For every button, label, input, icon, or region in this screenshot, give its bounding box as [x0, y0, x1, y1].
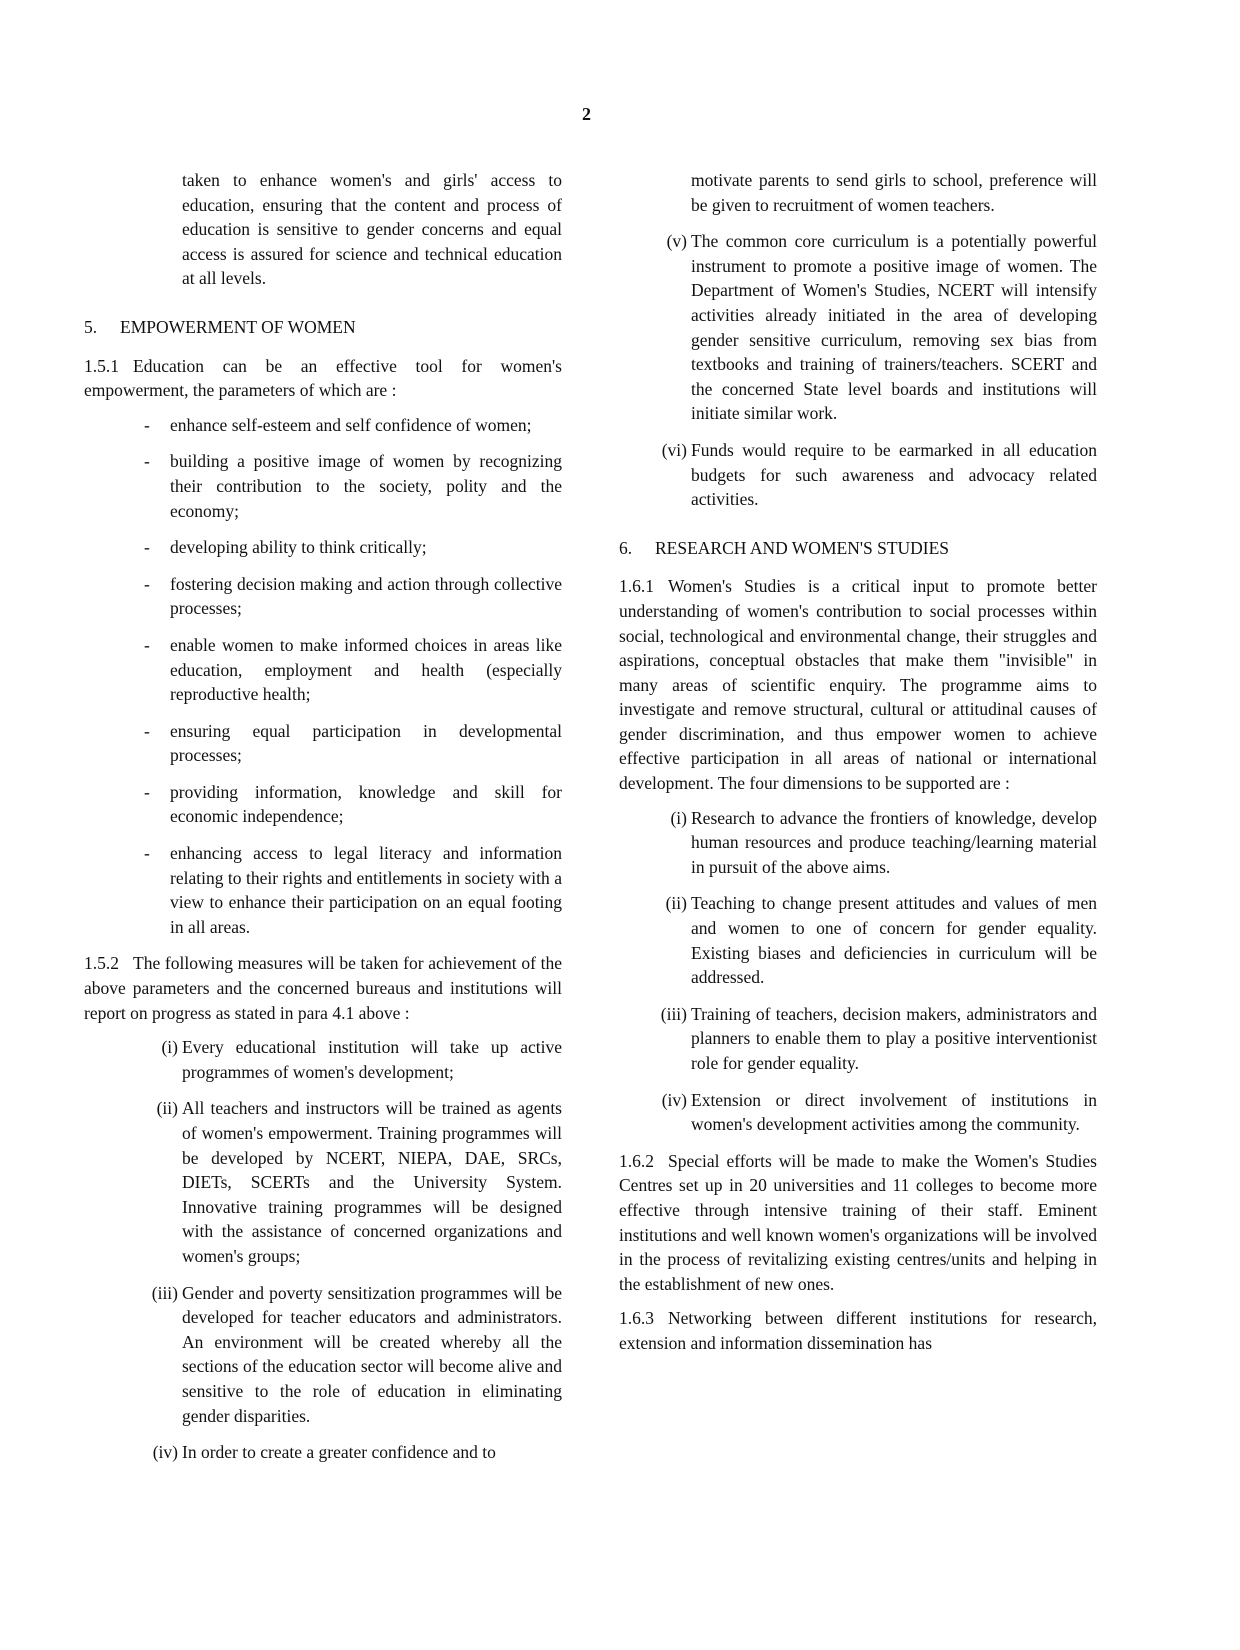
list-item-text: In order to create a greater confidence and to: [182, 1442, 496, 1463]
list-item: [619, 806, 1097, 880]
list-item-text: enable women to make informed choices in areas like education, employment and health (especially reproductive health;: [170, 634, 562, 705]
section-title: RESEARCH AND WOMEN'S STUDIES: [655, 537, 950, 558]
list-item: [84, 1440, 562, 1465]
paragraph-1-6-2: [619, 1149, 1097, 1297]
list-item: - enable women to make informed choices in areas like education, employment and health (especially reproductive health;: [144, 634, 562, 705]
list-item-text: Training of teachers, decision makers, administrators and planners to enable them to play a positive interventionist role for gender equality.: [691, 1003, 1097, 1073]
list-item-text: enhancing access to legal literacy and information relating to their rights and entitlements in society with a view to enhance their participation on an equal footing in all areas.: [170, 843, 562, 937]
list-item-text: Research to advance the frontiers of knowledge, develop human resources and produce teaching/learning material in pursuit of the above aims.: [691, 807, 1097, 877]
list-item: - ensuring equal participation in developmental processes;: [144, 720, 562, 766]
paragraph-text: Education can be an effective tool for women's empowerment, the parameters of which are :: [84, 355, 562, 401]
section-heading-empowerment: [84, 315, 562, 340]
list-item-text: The common core curriculum is a potentially powerful instrument to promote a positive image of women. The Department of Women's Studies, NCERT will intensify activities already initiated in the area of developing gender sensitive curriculum, removing sex bias from textbooks and training of trainers/teachers. SCERT and the concerned State level boards and institutions will initiate similar work.: [691, 231, 1097, 424]
paragraph-text: Networking between different institutions for research, extension and information dissemination has: [619, 1308, 1097, 1353]
list-item-text: Gender and poverty sensitization programmes will be developed for teacher educators and administrators. An environment will be created whereby all the sections of the education sector will become alive and sensitive to the role of education in eliminating gender disparities.: [182, 1282, 562, 1426]
list-item: [619, 1088, 1097, 1137]
list-item: - enhancing access to legal literacy and information relating to their rights and entitlements in society with a view to enhance their participation on an equal footing in all areas.: [144, 843, 562, 937]
right-column: [619, 168, 1097, 1366]
measures-list: [84, 1035, 562, 1465]
continued-paragraph: taken to enhance women's and girls' access to education, ensuring that the content and process of education is sensitive to gender concerns and equal access is assured for science and technical education at all levels.: [182, 170, 562, 289]
list-item: [619, 229, 1097, 426]
left-column: [84, 168, 562, 1477]
list-item: - building a positive image of women by recognizing their contribution to the society, polity and the economy;: [144, 451, 562, 521]
list-item: [619, 891, 1097, 989]
list-item: - enhance self-esteem and self confidence of women;: [144, 414, 532, 435]
list-item-text: developing ability to think critically;: [170, 537, 427, 558]
paragraph-1-6-3: [619, 1306, 1097, 1355]
paragraph-1-5-1: [84, 354, 562, 403]
list-item: - providing information, knowledge and skill for economic independence;: [144, 781, 562, 827]
list-item-text: Extension or direct involvement of institutions in women's development activities among the community.: [691, 1089, 1097, 1135]
paragraph-text: The following measures will be taken for achievement of the above parameters and the concerned bureaus and institutions will report on progress as stated in para 4.1 above :: [84, 953, 562, 1023]
list-item-text: Funds would require to be earmarked in all education budgets for such awareness and advocacy related activities.: [691, 439, 1097, 510]
page-number: 2: [582, 104, 591, 124]
item-number: (i): [670, 807, 687, 828]
list-item-text: Every educational institution will take up active programmes of women's development;: [182, 1037, 562, 1082]
paragraph-number: 1.6.3: [619, 1308, 654, 1329]
list-item: [84, 1096, 562, 1268]
paragraph-text: Women's Studies is a critical input to promote better understanding of women's contribution to social processes within social, technological and environmental change, their struggles and aspirations, conceptual obstacles that make them "invisible" in many areas of scientific enquiry. The programme aims to investigate and remove structural, cultural or attitudinal causes of gender discrimination, and thus empower women to achieve effective participation in all areas of national or international development. The four dimensions to be supported are :: [619, 576, 1097, 794]
section-title: EMPOWERMENT OF WOMEN: [120, 316, 356, 337]
empowerment-parameters-list: [144, 413, 562, 940]
dimensions-list: [619, 806, 1097, 1137]
list-item-text: building a positive image of women by recognizing their contribution to the society, polity and the economy;: [170, 451, 562, 521]
paragraph-number: 1.6.2: [619, 1150, 654, 1171]
item-number: (iv): [152, 1442, 178, 1463]
list-item: [84, 1281, 562, 1429]
paragraph-1-6-1: [619, 574, 1097, 795]
list-item: [619, 438, 1097, 512]
paragraph-number: 1.6.1: [619, 576, 654, 597]
item-number: (v): [666, 231, 687, 252]
list-item: [84, 1035, 562, 1084]
item-number: (iii): [660, 1003, 687, 1024]
list-item-text: ensuring equal participation in developmental processes;: [170, 720, 562, 766]
list-item-text: fostering decision making and action through collective processes;: [170, 573, 562, 619]
paragraph-number: 1.5.1: [84, 355, 119, 376]
item-number: (ii): [665, 893, 687, 914]
item-number: (i): [161, 1037, 178, 1058]
paragraph-1-5-2: [84, 951, 562, 1025]
item-number: (iii): [151, 1282, 178, 1303]
continued-list-item: motivate parents to send girls to school, preference will be given to recruitment of women teachers.: [691, 170, 1097, 215]
item-number: (iv): [661, 1089, 687, 1110]
section-number: 6.: [619, 537, 633, 558]
list-item: - fostering decision making and action through collective processes;: [144, 573, 562, 619]
list-item-text: providing information, knowledge and skill for economic independence;: [170, 781, 562, 827]
list-item-text: Teaching to change present attitudes and values of men and women to one of concern for gender equality. Existing biases and deficiencies in curriculum will be addressed.: [691, 893, 1097, 988]
list-item-text: All teachers and instructors will be trained as agents of women's empowerment. Training programmes will be developed by NCERT, NIEPA, DAE, SRCs, DIETs, SCERTs and the University System. Innovative training programmes will be designed with the assistance of concerned organizations and women's groups;: [182, 1098, 562, 1266]
item-number: (vi): [661, 439, 687, 460]
section-number: 5.: [84, 316, 98, 337]
section-heading-research: [619, 536, 1097, 561]
item-number: (ii): [156, 1098, 178, 1119]
paragraph-text: Special efforts will be made to make the Women's Studies Centres set up in 20 universities and 11 colleges to become more effective through intensive training of their staff. Eminent institutions and well known women's organizations will be involved in the process of revitalizing existing centres/units and helping in the establishment of new ones.: [619, 1150, 1097, 1294]
list-item-text: enhance self-esteem and self confidence of women;: [170, 414, 532, 435]
list-item: - developing ability to think critically;: [144, 537, 427, 558]
list-item: [619, 1002, 1097, 1076]
measures-list-continued: [619, 229, 1097, 512]
paragraph-number: 1.5.2: [84, 953, 119, 974]
